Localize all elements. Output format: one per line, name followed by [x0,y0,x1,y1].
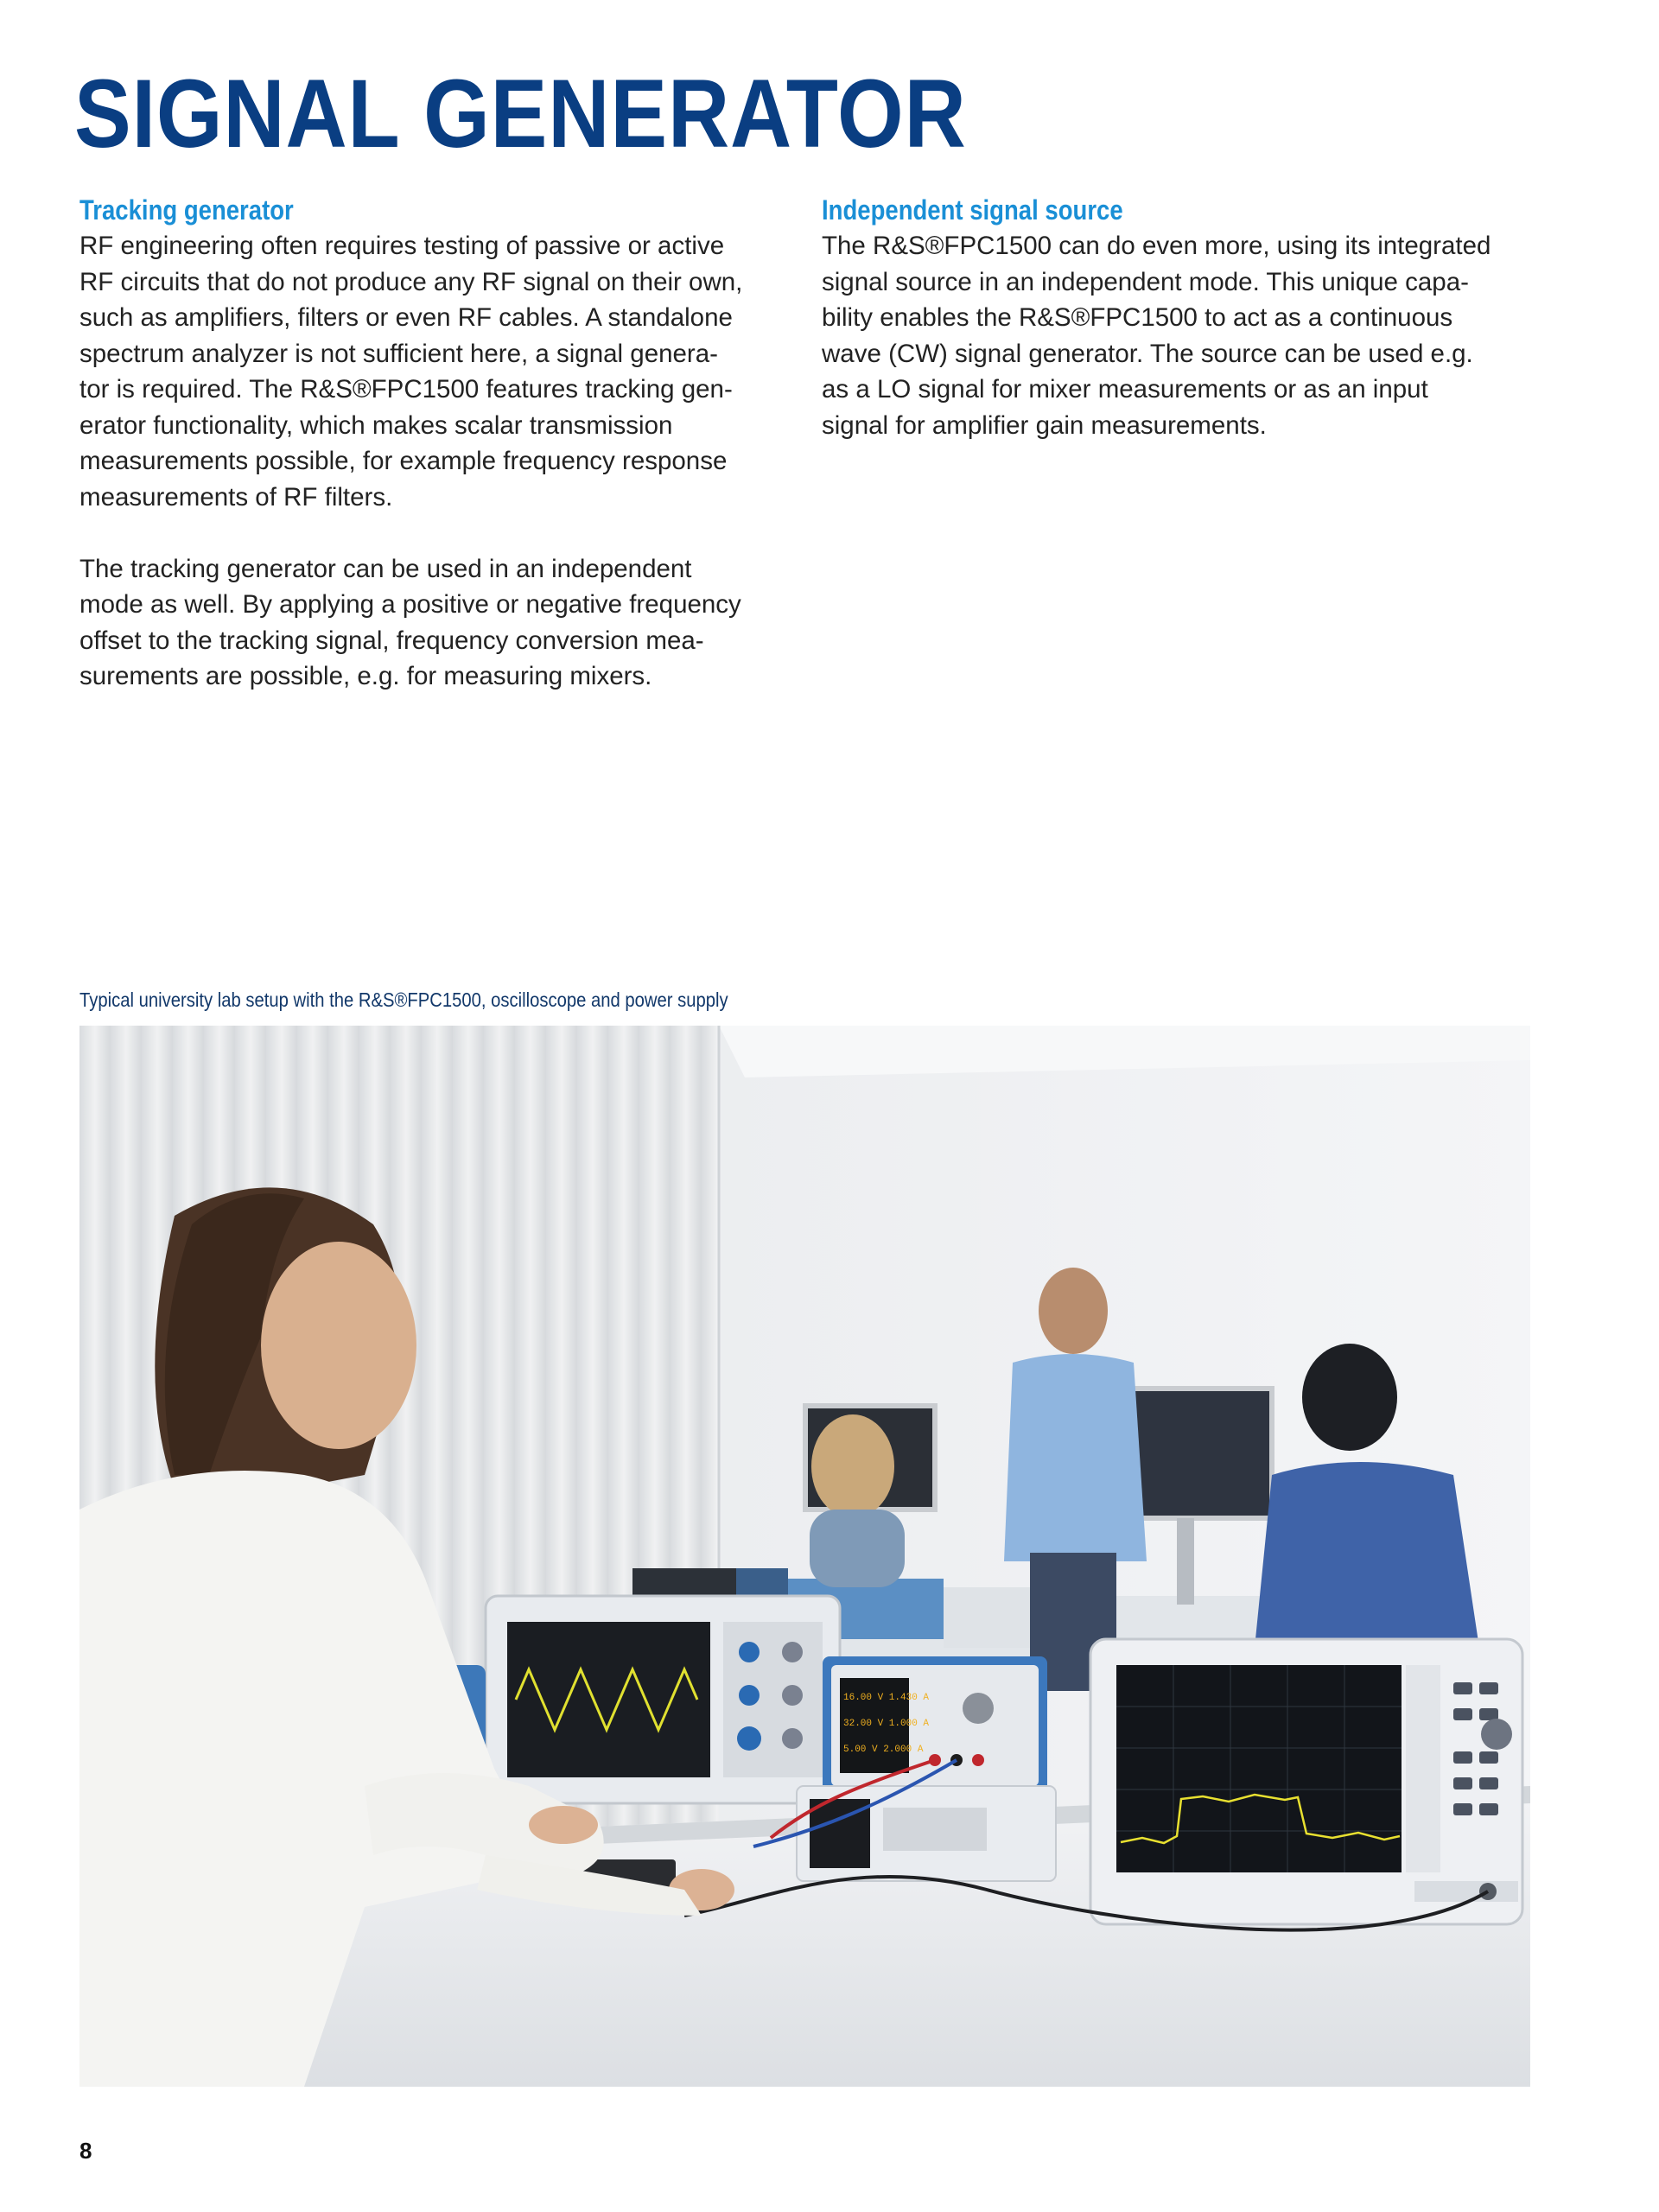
text-line: as a LO signal for mixer measurements or as an input [822,375,1428,404]
text-line: surements are possible, e.g. for measuring mixers. [79,662,652,690]
tracking-generator-heading: Tracking generator [79,194,294,226]
psu-readout-2: 32.00 V 1.000 A [843,1719,930,1729]
function-generator [797,1786,1056,1881]
independent-signal-source-paragraph [822,228,1539,443]
figure-caption: Typical university lab setup with the R&S®FPC1500, oscilloscope and power supply [79,988,728,1011]
independent-signal-source-heading: Independent signal source [822,194,1123,226]
student-blonde [811,1414,894,1518]
text-line: tor is required. The R&S®FPC1500 features tracking gen- [79,375,733,404]
page-number: 8 [79,2138,92,2164]
text-line: offset to the tracking signal, frequency conversion mea- [79,626,704,655]
psu-readout-3: 5.00 V 2.000 A [843,1745,924,1755]
text-line: signal for amplifier gain measurements. [822,410,1267,440]
text-line: mode as well. By applying a positive or negative frequency [79,590,741,619]
lab-setup-photo [79,1026,1530,2087]
text-line: The R&S®FPC1500 can do even more, using its integrated [822,232,1491,260]
text-line: spectrum analyzer is not sufficient here, a signal genera- [79,339,718,368]
teacher-body [1004,1354,1147,1561]
text-line: RF engineering often requires testing of passive or active [79,232,725,260]
right-column [822,192,1539,443]
left-column [79,192,797,695]
text-line: measurements of RF filters. [79,482,393,512]
paragraph-gap [79,515,797,551]
tracking-generator-paragraph-2 [79,551,797,695]
teacher-head [1039,1268,1108,1354]
text-line: measurements possible, for example frequency response [79,447,728,475]
tracking-generator-paragraph-1 [79,228,797,515]
spectrum-analyzer [1090,1639,1522,1924]
text-line: bility enables the R&S®FPC1500 to act as a continuous [822,303,1453,332]
text-line: signal source in an independent mode. This unique capa- [822,267,1469,296]
page-title: SIGNAL GENERATOR [74,60,967,168]
text-line: such as amplifiers, filters or even RF cables. A standalone [79,303,733,332]
text-line: erator functionality, which makes scalar transmission [79,410,673,440]
psu-readout-1: 16.00 V 1.430 A [843,1693,930,1703]
text-line: RF circuits that do not produce any RF signal on their own, [79,267,743,296]
text-line: The tracking generator can be used in an independent [79,554,692,583]
text-line: wave (CW) signal generator. The source can be used e.g. [822,339,1473,368]
student-dark-hair [1302,1344,1397,1451]
oscilloscope [486,1596,840,1803]
